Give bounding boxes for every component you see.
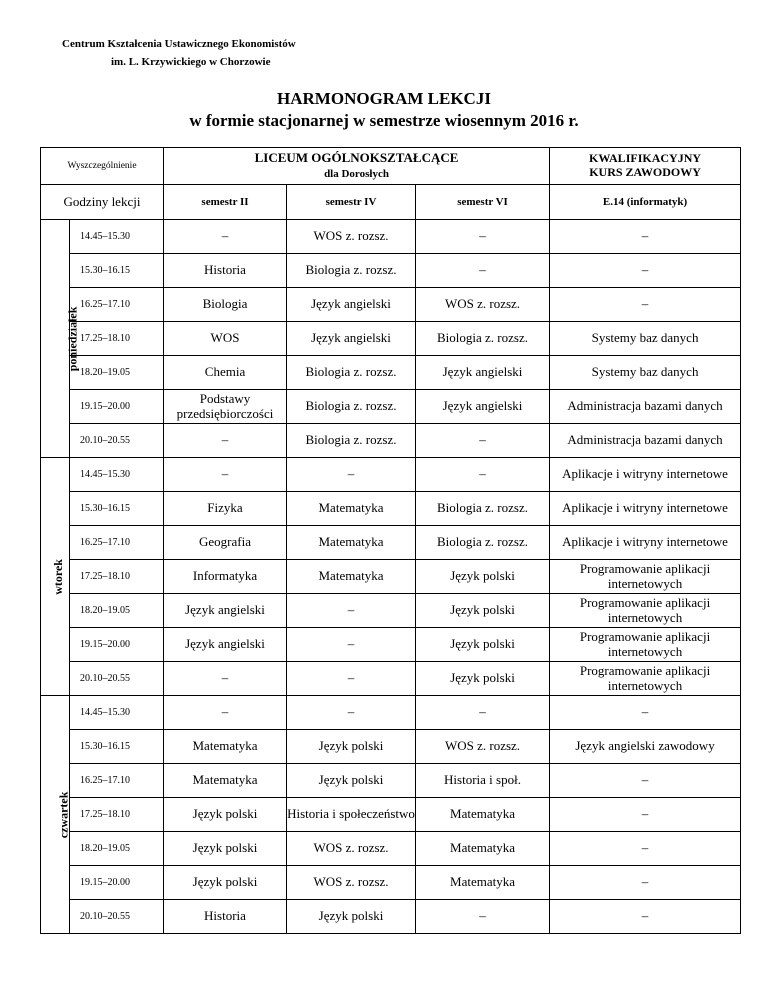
semester-4-cell: Biologia z. rozsz. (287, 254, 416, 288)
semester-4-cell: – (287, 696, 416, 730)
semester-6-cell: Język polski (416, 662, 550, 696)
table-row (41, 424, 741, 458)
time-cell: 19.15–20.00 (70, 390, 164, 424)
e14-cell: Programowanie aplikacji internetowych (550, 662, 741, 696)
semester-6-cell: – (416, 900, 550, 934)
e14-cell: Język angielski zawodowy (550, 730, 741, 764)
header-liceum-subtitle: dla Dorosłych (324, 168, 389, 181)
time-cell: 16.25–17.10 (70, 764, 164, 798)
schedule-table (40, 147, 741, 934)
semester-2-cell: – (164, 662, 287, 696)
semester-6-cell: Biologia z. rozsz. (416, 526, 550, 560)
table-row (41, 254, 741, 288)
semester-6-cell: WOS z. rozsz. (416, 288, 550, 322)
table-row (41, 458, 741, 492)
header-kurs (550, 148, 741, 185)
time-cell: 20.10–20.55 (70, 424, 164, 458)
table-row (41, 526, 741, 560)
table-row (41, 866, 741, 900)
semester-2-cell: Biologia (164, 288, 287, 322)
time-cell: 20.10–20.55 (70, 662, 164, 696)
e14-cell: – (550, 220, 741, 254)
table-row (41, 900, 741, 934)
time-cell: 14.45–15.30 (70, 696, 164, 730)
semester-6-cell: Matematyka (416, 798, 550, 832)
semester-4-cell: Biologia z. rozsz. (287, 356, 416, 390)
time-cell: 15.30–16.15 (70, 492, 164, 526)
semester-4-cell: Biologia z. rozsz. (287, 424, 416, 458)
semester-6-cell: Biologia z. rozsz. (416, 492, 550, 526)
semester-4-cell: Język polski (287, 900, 416, 934)
table-row (41, 696, 741, 730)
time-cell: 17.25–18.10 (70, 560, 164, 594)
semester-6-cell: – (416, 424, 550, 458)
table-row (41, 798, 741, 832)
semester-4-cell: WOS z. rozsz. (287, 220, 416, 254)
institution-patron: im. L. Krzywickiego w Chorzowie (111, 56, 271, 68)
header-semester-6: semestr VI (416, 185, 550, 220)
day-label-cell (41, 220, 80, 458)
semester-4-cell: Matematyka (287, 526, 416, 560)
semester-6-cell: WOS z. rozsz. (416, 730, 550, 764)
e14-cell: – (550, 900, 741, 934)
e14-cell: – (550, 764, 741, 798)
semester-2-cell: Historia (164, 900, 287, 934)
semester-6-cell: Historia i społ. (416, 764, 550, 798)
semester-2-cell: Fizyka (164, 492, 287, 526)
header-semester-4: semestr IV (287, 185, 416, 220)
semester-2-cell: Geografia (164, 526, 287, 560)
semester-2-cell: WOS (164, 322, 287, 356)
semester-6-cell: Biologia z. rozsz. (416, 322, 550, 356)
semester-2-cell: Język polski (164, 832, 287, 866)
semester-4-cell: WOS z. rozsz. (287, 866, 416, 900)
semester-4-cell: – (287, 594, 416, 628)
e14-cell: – (550, 798, 741, 832)
semester-6-cell: Język polski (416, 560, 550, 594)
semester-4-cell: Historia i społeczeństwo (287, 798, 416, 832)
e14-cell: Aplikacje i witryny internetowe (550, 492, 741, 526)
e14-cell: – (550, 254, 741, 288)
semester-6-cell: – (416, 254, 550, 288)
table-row (41, 628, 741, 662)
semester-2-cell: Chemia (164, 356, 287, 390)
semester-2-cell: Język polski (164, 798, 287, 832)
header-semester-2: semestr II (164, 185, 287, 220)
table-row (41, 390, 741, 424)
table-row (41, 662, 741, 696)
semester-6-cell: – (416, 696, 550, 730)
header-liceum (164, 148, 550, 185)
semester-2-cell: Język polski (164, 866, 287, 900)
document-title: HARMONOGRAM LEKCJI (277, 89, 491, 108)
semester-2-cell: – (164, 220, 287, 254)
semester-6-cell: Język polski (416, 594, 550, 628)
e14-cell: Aplikacje i witryny internetowe (550, 458, 741, 492)
time-cell: 15.30–16.15 (70, 730, 164, 764)
semester-4-cell: Matematyka (287, 560, 416, 594)
document-subtitle: w formie stacjonarnej w semestrze wiosennym 2016 r. (189, 111, 579, 130)
semester-2-cell: Podstawy przedsiębiorczości (164, 390, 287, 424)
e14-cell: Programowanie aplikacji internetowych (550, 560, 741, 594)
institution-name: Centrum Kształcenia Ustawicznego Ekonomistów (62, 38, 296, 50)
time-cell: 14.45–15.30 (70, 220, 164, 254)
semester-4-cell: Język polski (287, 730, 416, 764)
semester-2-cell: – (164, 458, 287, 492)
time-cell: 14.45–15.30 (70, 458, 164, 492)
table-row (41, 288, 741, 322)
semester-4-cell: WOS z. rozsz. (287, 832, 416, 866)
table-row (41, 594, 741, 628)
semester-4-cell: Biologia z. rozsz. (287, 390, 416, 424)
table-row (41, 220, 741, 254)
e14-cell: – (550, 696, 741, 730)
time-cell: 18.20–19.05 (70, 594, 164, 628)
semester-2-cell: – (164, 696, 287, 730)
semester-4-cell: – (287, 628, 416, 662)
e14-cell: Administracja bazami danych (550, 390, 741, 424)
semester-6-cell: Język angielski (416, 356, 550, 390)
day-label-cell (41, 696, 70, 934)
table-row (41, 356, 741, 390)
semester-4-cell: – (287, 662, 416, 696)
day-label: wtorek (50, 559, 65, 596)
time-cell: 17.25–18.10 (70, 322, 164, 356)
time-cell: 19.15–20.00 (70, 866, 164, 900)
header-liceum-title: LICEUM OGÓLNOKSZTAŁCĄCE (254, 150, 459, 166)
semester-2-cell: Język angielski (164, 594, 287, 628)
semester-2-cell: Informatyka (164, 560, 287, 594)
time-cell: 16.25–17.10 (70, 526, 164, 560)
table-row (41, 322, 741, 356)
semester-2-cell: Matematyka (164, 730, 287, 764)
e14-cell: – (550, 866, 741, 900)
table-row (41, 560, 741, 594)
e14-cell: – (550, 832, 741, 866)
table-row (41, 832, 741, 866)
semester-6-cell: – (416, 458, 550, 492)
semester-2-cell: Język angielski (164, 628, 287, 662)
semester-2-cell: – (164, 424, 287, 458)
header-kurs-line2: KURS ZAWODOWY (589, 165, 701, 179)
semester-2-cell: Historia (164, 254, 287, 288)
day-label: poniedziałek (65, 306, 80, 372)
semester-4-cell: – (287, 458, 416, 492)
day-label: czwartek (56, 791, 71, 839)
e14-cell: Systemy baz danych (550, 356, 741, 390)
semester-4-cell: Język angielski (287, 288, 416, 322)
time-cell: 17.25–18.10 (70, 798, 164, 832)
semester-6-cell: Język angielski (416, 390, 550, 424)
e14-cell: – (550, 288, 741, 322)
semester-6-cell: Język polski (416, 628, 550, 662)
semester-4-cell: Język polski (287, 764, 416, 798)
e14-cell: Systemy baz danych (550, 322, 741, 356)
table-row (41, 492, 741, 526)
header-kurs-line1: KWALIFIKACYJNY (589, 151, 702, 166)
time-cell: 18.20–19.05 (70, 832, 164, 866)
time-cell: 15.30–16.15 (70, 254, 164, 288)
semester-6-cell: Matematyka (416, 866, 550, 900)
semester-2-cell: Matematyka (164, 764, 287, 798)
time-cell: 16.25–17.10 (70, 288, 164, 322)
header-specification: Wyszczególnienie (41, 148, 164, 185)
header-hours: Godziny lekcji (41, 185, 164, 220)
table-row (41, 730, 741, 764)
time-cell: 18.20–19.05 (70, 356, 164, 390)
semester-6-cell: Matematyka (416, 832, 550, 866)
e14-cell: Administracja bazami danych (550, 424, 741, 458)
header-e14: E.14 (informatyk) (550, 185, 741, 220)
semester-6-cell: – (416, 220, 550, 254)
time-cell: 20.10–20.55 (70, 900, 164, 934)
semester-4-cell: Język angielski (287, 322, 416, 356)
semester-4-cell: Matematyka (287, 492, 416, 526)
time-cell: 19.15–20.00 (70, 628, 164, 662)
e14-cell: Programowanie aplikacji internetowych (550, 628, 741, 662)
e14-cell: Aplikacje i witryny internetowe (550, 526, 741, 560)
table-row (41, 764, 741, 798)
e14-cell: Programowanie aplikacji internetowych (550, 594, 741, 628)
day-label-cell (41, 458, 70, 696)
